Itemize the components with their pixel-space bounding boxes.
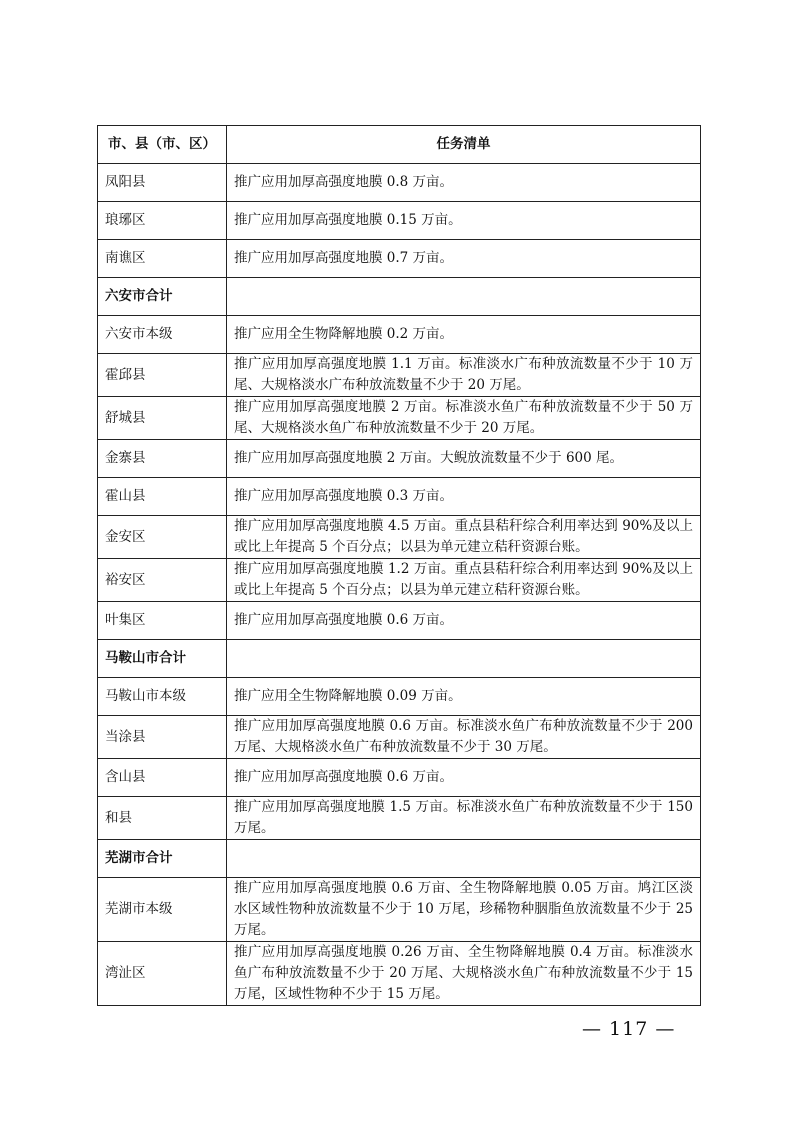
region-cell: 凤阳县 [98, 164, 227, 202]
task-cell: 推广应用加厚高强度地膜 0.15 万亩。 [227, 202, 701, 240]
task-cell: 推广应用加厚高强度地膜 1.5 万亩。标准淡水鱼广布种放流数量不少于 150 万尾。 [227, 797, 701, 840]
task-cell [227, 840, 701, 878]
region-cell: 六安市本级 [98, 316, 227, 354]
region-cell: 舒城县 [98, 397, 227, 440]
city-total-row [98, 840, 701, 878]
table-row [98, 716, 701, 759]
table-row [98, 440, 701, 478]
table-row [98, 316, 701, 354]
task-cell: 推广应用加厚高强度地膜 2 万亩。标准淡水鱼广布种放流数量不少于 50 万尾、大规格淡水鱼广布种放流数量不少于 20 万尾。 [227, 397, 701, 440]
city-total-row [98, 278, 701, 316]
region-cell: 马鞍山市本级 [98, 678, 227, 716]
region-cell: 金安区 [98, 516, 227, 559]
task-cell [227, 640, 701, 678]
region-cell: 裕安区 [98, 559, 227, 602]
table-row [98, 797, 701, 840]
region-cell: 芜湖市本级 [98, 878, 227, 942]
table-row [98, 202, 701, 240]
table-row [98, 354, 701, 397]
task-cell: 推广应用加厚高强度地膜 1.2 万亩。重点县秸秆综合利用率达到 90%及以上或比上年提高 5 个百分点；以县为单元建立秸秆资源台账。 [227, 559, 701, 602]
table-row [98, 678, 701, 716]
table-row [98, 942, 701, 1006]
city-total-row [98, 640, 701, 678]
table-row [98, 397, 701, 440]
header-tasks: 任务清单 [227, 126, 701, 164]
city-total-label: 芜湖市合计 [98, 840, 227, 878]
region-cell: 南谯区 [98, 240, 227, 278]
table-row [98, 602, 701, 640]
region-cell: 金寨县 [98, 440, 227, 478]
task-cell: 推广应用全生物降解地膜 0.09 万亩。 [227, 678, 701, 716]
region-cell: 当涂县 [98, 716, 227, 759]
task-cell: 推广应用加厚高强度地膜 2 万亩。大鲵放流数量不少于 600 尾。 [227, 440, 701, 478]
table-header-row [98, 126, 701, 164]
table-row [98, 878, 701, 942]
table-row [98, 164, 701, 202]
task-cell: 推广应用加厚高强度地膜 0.8 万亩。 [227, 164, 701, 202]
header-region: 市、县（市、区） [98, 126, 227, 164]
task-cell [227, 278, 701, 316]
task-cell: 推广应用加厚高强度地膜 1.1 万亩。标准淡水广布种放流数量不少于 10 万尾、大规格淡水广布种放流数量不少于 20 万尾。 [227, 354, 701, 397]
region-cell: 霍邱县 [98, 354, 227, 397]
table-row [98, 759, 701, 797]
page-number: — 117 — [582, 1018, 676, 1040]
region-cell: 含山县 [98, 759, 227, 797]
task-cell: 推广应用加厚高强度地膜 0.26 万亩、全生物降解地膜 0.4 万亩。标准淡水鱼广布种放流数量不少于 20 万尾、大规格淡水鱼广布种放流数量不少于 15 万尾，区域性物种不少于 15 万尾。 [227, 942, 701, 1006]
task-cell: 推广应用加厚高强度地膜 0.3 万亩。 [227, 478, 701, 516]
city-total-label: 六安市合计 [98, 278, 227, 316]
region-cell: 琅琊区 [98, 202, 227, 240]
table-row [98, 516, 701, 559]
region-cell: 湾沚区 [98, 942, 227, 1006]
task-cell: 推广应用加厚高强度地膜 0.6 万亩、全生物降解地膜 0.05 万亩。鸠江区淡水区域性物种放流数量不少于 10 万尾，珍稀物种胭脂鱼放流数量不少于 25 万尾。 [227, 878, 701, 942]
task-cell: 推广应用加厚高强度地膜 0.6 万亩。标准淡水鱼广布种放流数量不少于 200 万尾、大规格淡水鱼广布种放流数量不少于 30 万尾。 [227, 716, 701, 759]
city-total-label: 马鞍山市合计 [98, 640, 227, 678]
task-cell: 推广应用加厚高强度地膜 0.6 万亩。 [227, 602, 701, 640]
task-cell: 推广应用加厚高强度地膜 0.7 万亩。 [227, 240, 701, 278]
region-cell: 霍山县 [98, 478, 227, 516]
task-list-table [97, 125, 701, 1006]
task-cell: 推广应用加厚高强度地膜 0.6 万亩。 [227, 759, 701, 797]
task-cell: 推广应用加厚高强度地膜 4.5 万亩。重点县秸秆综合利用率达到 90%及以上或比上年提高 5 个百分点；以县为单元建立秸秆资源台账。 [227, 516, 701, 559]
region-cell: 和县 [98, 797, 227, 840]
task-cell: 推广应用全生物降解地膜 0.2 万亩。 [227, 316, 701, 354]
table-row [98, 559, 701, 602]
region-cell: 叶集区 [98, 602, 227, 640]
table-row [98, 240, 701, 278]
table-row [98, 478, 701, 516]
